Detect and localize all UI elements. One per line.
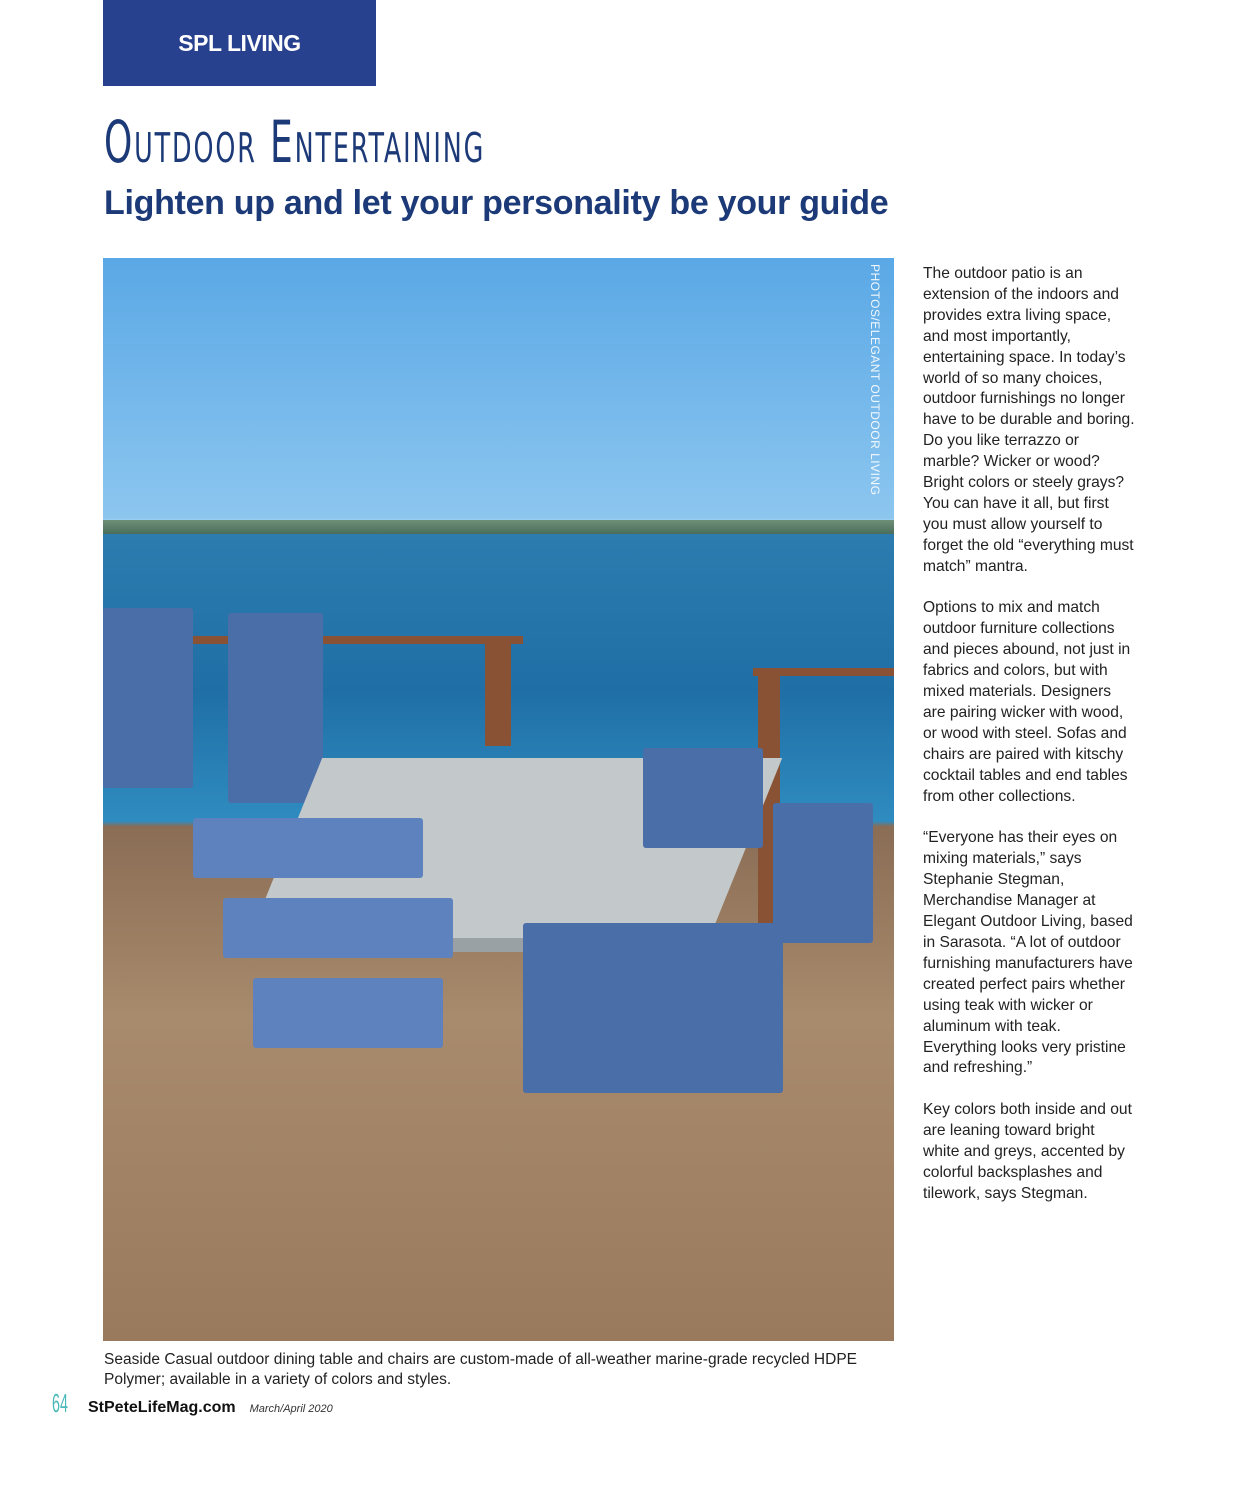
article-body <box>923 264 1135 1226</box>
photo-chair <box>773 803 873 943</box>
article-subtitle: Lighten up and let your personality be your guide <box>104 184 889 222</box>
photo-chair <box>223 898 453 958</box>
body-paragraph: The outdoor patio is an extension of the indoors and provides extra living space, and most importantly, entertaining space. In today’s world of so many choices, outdoor furnishings no longer have to be durable and boring. Do you like terrazzo or marble? Wicker or wood? Bright colors or steely grays? You can have it all, but first you must allow yourself to forget the old “everything must match” mantra. <box>923 265 1135 575</box>
page-number: 64 <box>52 1388 68 1418</box>
article-title: Outdoor Entertaining <box>104 108 486 176</box>
body-paragraph: Options to mix and match outdoor furniture collections and pieces abound, not just in fabrics and colors, but with mixed materials. Designers are pairing wicker with wood, or wood with steel. Sofas and chairs are paired with kitschy cocktail tables and end tables from other collections. <box>923 599 1131 805</box>
photo-railing-post <box>485 636 511 746</box>
photo-chair <box>523 923 783 1093</box>
page-footer <box>52 1388 333 1419</box>
photo-chair <box>228 613 323 803</box>
photo-chair <box>253 978 443 1048</box>
issue-date: March/April 2020 <box>249 1403 333 1415</box>
photo-chair <box>103 608 193 788</box>
photo-shoreline <box>103 520 894 534</box>
site-name: StPeteLifeMag.com <box>88 1399 236 1416</box>
photo-chair <box>193 818 423 878</box>
body-paragraph: “Everyone has their eyes on mixing materials,” says Stephanie Stegman, Merchandise Manager at Elegant Outdoor Living, based in Sarasota. “A lot of outdoor furnishing manufacturers have created perfect pairs whether using teak with wicker or aluminum with teak. Everything looks very pristine and refreshing.” <box>923 829 1133 1077</box>
photo-chair <box>643 748 763 848</box>
section-tag: SPL LIVING <box>103 0 376 86</box>
article-photo <box>103 258 894 1341</box>
photo-caption: Seaside Casual outdoor dining table and chairs are custom-made of all-weather marine-grade recycled HDPE Polymer; available in a variety of colors and styles. <box>104 1351 857 1388</box>
photo-credit: PHOTOS/ELEGANT OUTDOOR LIVING <box>868 264 882 496</box>
body-paragraph: Key colors both inside and out are leaning toward bright white and greys, accented by colorful backsplashes and tilework, says Stegman. <box>923 1101 1132 1202</box>
